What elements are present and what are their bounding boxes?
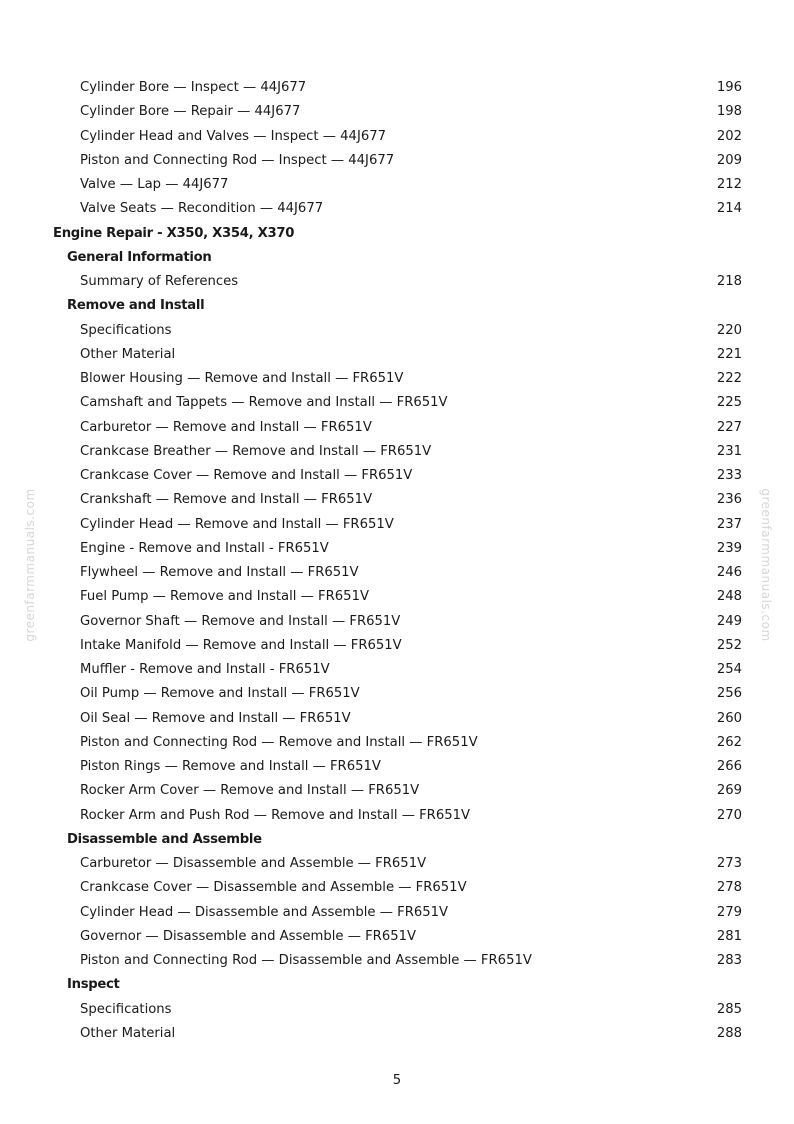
toc-entry-title: Blower Housing — Remove and Install — FR651V (80, 371, 404, 386)
toc-entry-page: 196 (716, 80, 742, 95)
toc-entry-page: 236 (716, 492, 742, 508)
toc-entry[interactable] (0, 343, 794, 367)
toc-entry-page: 209 (716, 152, 742, 168)
toc-section-heading[interactable] (0, 294, 794, 318)
toc-entry[interactable] (0, 319, 794, 343)
toc-entry-page: 279 (716, 904, 742, 920)
toc-entry[interactable] (0, 610, 794, 634)
watermark-right: greenfarmmanuals.com (759, 488, 773, 642)
toc-entry[interactable] (0, 707, 794, 731)
toc-entry-page: 266 (716, 759, 742, 774)
toc-entry-title: Oil Seal — Remove and Install — FR651V (80, 710, 351, 726)
toc-entry[interactable] (0, 561, 794, 585)
toc-entry[interactable] (0, 755, 794, 779)
toc-entry-title: Remove and Install (67, 298, 205, 314)
toc-entry-title: Summary of References (80, 274, 239, 289)
toc-entry[interactable] (0, 173, 794, 197)
toc-entry[interactable] (0, 464, 794, 488)
toc-entry-title: Oil Pump — Remove and Install — FR651V (80, 686, 360, 702)
toc-entry[interactable] (0, 949, 794, 973)
toc-entry-title: Piston Rings — Remove and Install — FR651V (80, 759, 381, 774)
toc-entry-title: Camshaft and Tappets — Remove and Install — FR651V (80, 395, 448, 411)
toc-entry[interactable] (0, 270, 794, 294)
toc-entry[interactable] (0, 1022, 794, 1046)
toc-entry[interactable] (0, 804, 794, 828)
toc-entry[interactable] (0, 367, 794, 391)
toc-entry-page: 231 (716, 443, 742, 459)
toc-entry-title: Specifications (80, 1001, 172, 1017)
toc-entry-title: Cylinder Bore — Inspect — 44J677 (80, 80, 307, 95)
toc-entry-page: 273 (716, 856, 742, 871)
toc-entry[interactable] (0, 537, 794, 561)
toc-entry-title: Valve Seats — Recondition — 44J677 (80, 201, 324, 217)
toc-entry-title: Governor Shaft — Remove and Install — FR651V (80, 613, 401, 629)
toc-entry-title: Fuel Pump — Remove and Install — FR651V (80, 589, 369, 605)
toc-entry[interactable] (0, 585, 794, 609)
toc-entry[interactable] (0, 149, 794, 173)
toc-entry-page: 202 (716, 128, 742, 144)
toc-entry-title: Governor — Disassemble and Assemble — FR651V (80, 928, 417, 944)
toc-entry-page: 249 (716, 613, 742, 629)
toc-entry-page: 218 (716, 274, 742, 289)
toc-entry-title: Other Material (80, 346, 176, 362)
toc-entry[interactable] (0, 416, 794, 440)
toc-entry[interactable] (0, 779, 794, 803)
toc-entry-title: General Information (67, 249, 212, 265)
toc-entry-title: Cylinder Head — Remove and Install — FR651V (80, 516, 394, 532)
toc-entry-title: Specifications (80, 322, 172, 338)
toc-entry-page: 227 (716, 419, 742, 435)
toc-entry-title: Engine Repair - X350, X354, X370 (53, 225, 295, 241)
toc-entry-title: Disassemble and Assemble (67, 831, 262, 847)
toc-entry-page: 248 (716, 589, 742, 605)
toc-entry-title: Rocker Arm Cover — Remove and Install — FR651V (80, 783, 420, 799)
toc-entry-page: 278 (716, 880, 742, 896)
toc-entry-title: Cylinder Bore — Repair — 44J677 (80, 104, 301, 120)
toc-entry-page: 260 (716, 710, 742, 726)
toc-entry-title: Inspect (67, 977, 120, 993)
toc-entry[interactable] (0, 901, 794, 925)
toc-entry-page: 220 (716, 322, 742, 338)
toc-entry-title: Intake Manifold — Remove and Install — FR651V (80, 637, 402, 653)
toc-entry-title: Crankshaft — Remove and Install — FR651V (80, 492, 373, 508)
toc-entry-title: Carburetor — Remove and Install — FR651V (80, 419, 372, 435)
toc-entry[interactable] (0, 125, 794, 149)
toc-entry-page: 222 (716, 371, 742, 386)
toc-entry-title: Rocker Arm and Push Rod — Remove and Install — FR651V (80, 807, 471, 823)
toc-entry-page: 254 (716, 662, 742, 677)
toc-entry-page: 214 (716, 201, 742, 217)
toc-entry[interactable] (0, 731, 794, 755)
toc-entry-page: 198 (716, 104, 742, 120)
toc-entry-title: Carburetor — Disassemble and Assemble — FR651V (80, 856, 427, 871)
toc-entry-title: Piston and Connecting Rod — Remove and Install — FR651V (80, 734, 478, 750)
toc-entry-title: Muffler - Remove and Install - FR651V (80, 662, 330, 677)
toc-entry-title: Piston and Connecting Rod — Inspect — 44J677 (80, 152, 395, 168)
toc-entry[interactable] (0, 197, 794, 221)
toc-entry-title: Cylinder Head — Disassemble and Assemble — FR651V (80, 904, 449, 920)
toc-entry[interactable] (0, 634, 794, 658)
toc-entry-page: 270 (716, 807, 742, 823)
toc-entry[interactable] (0, 513, 794, 537)
toc-entry[interactable] (0, 76, 794, 100)
toc-entry-page: 283 (716, 953, 742, 968)
toc-entry-page: 225 (716, 395, 742, 411)
toc-entry-page: 285 (716, 1001, 742, 1017)
toc-entry-page: 221 (716, 346, 742, 362)
table-of-contents (0, 76, 794, 1046)
toc-entry-page: 212 (716, 177, 742, 192)
toc-entry[interactable] (0, 440, 794, 464)
toc-entry-title: Piston and Connecting Rod — Disassemble and Assemble — FR651V (80, 953, 532, 968)
toc-entry-page: 256 (716, 686, 742, 702)
toc-entry[interactable] (0, 391, 794, 415)
toc-entry-page: 237 (716, 516, 742, 532)
toc-entry-title: Crankcase Cover — Disassemble and Assemble — FR651V (80, 880, 467, 896)
toc-entry[interactable] (0, 488, 794, 512)
toc-entry-page: 252 (716, 637, 742, 653)
toc-entry-page: 288 (716, 1025, 742, 1041)
toc-section-heading[interactable] (0, 222, 794, 246)
page-number: 5 (392, 1073, 402, 1088)
toc-entry[interactable] (0, 100, 794, 124)
toc-entry-title: Other Material (80, 1025, 176, 1041)
toc-section-heading[interactable] (0, 246, 794, 270)
toc-entry[interactable] (0, 925, 794, 949)
toc-entry-page: 269 (716, 783, 742, 799)
toc-entry-title: Flywheel — Remove and Install — FR651V (80, 565, 359, 580)
toc-entry-title: Valve — Lap — 44J677 (80, 177, 229, 192)
toc-entry-title: Crankcase Cover — Remove and Install — FR651V (80, 468, 413, 483)
toc-entry[interactable] (0, 876, 794, 900)
toc-section-heading[interactable] (0, 828, 794, 852)
toc-entry-title: Cylinder Head and Valves — Inspect — 44J677 (80, 128, 387, 144)
toc-entry-page: 281 (716, 928, 742, 944)
toc-entry[interactable] (0, 998, 794, 1022)
toc-entry-page: 262 (716, 734, 742, 750)
toc-entry[interactable] (0, 682, 794, 706)
toc-entry-page: 239 (716, 540, 742, 556)
toc-entry-page: 246 (716, 565, 742, 580)
toc-entry-page: 233 (716, 468, 742, 483)
toc-entry[interactable] (0, 852, 794, 876)
watermark-left: greenfarmmanuals.com (23, 488, 37, 642)
toc-section-heading[interactable] (0, 973, 794, 997)
toc-entry[interactable] (0, 658, 794, 682)
toc-entry-title: Crankcase Breather — Remove and Install — FR651V (80, 443, 432, 459)
toc-entry-title: Engine - Remove and Install - FR651V (80, 540, 329, 556)
